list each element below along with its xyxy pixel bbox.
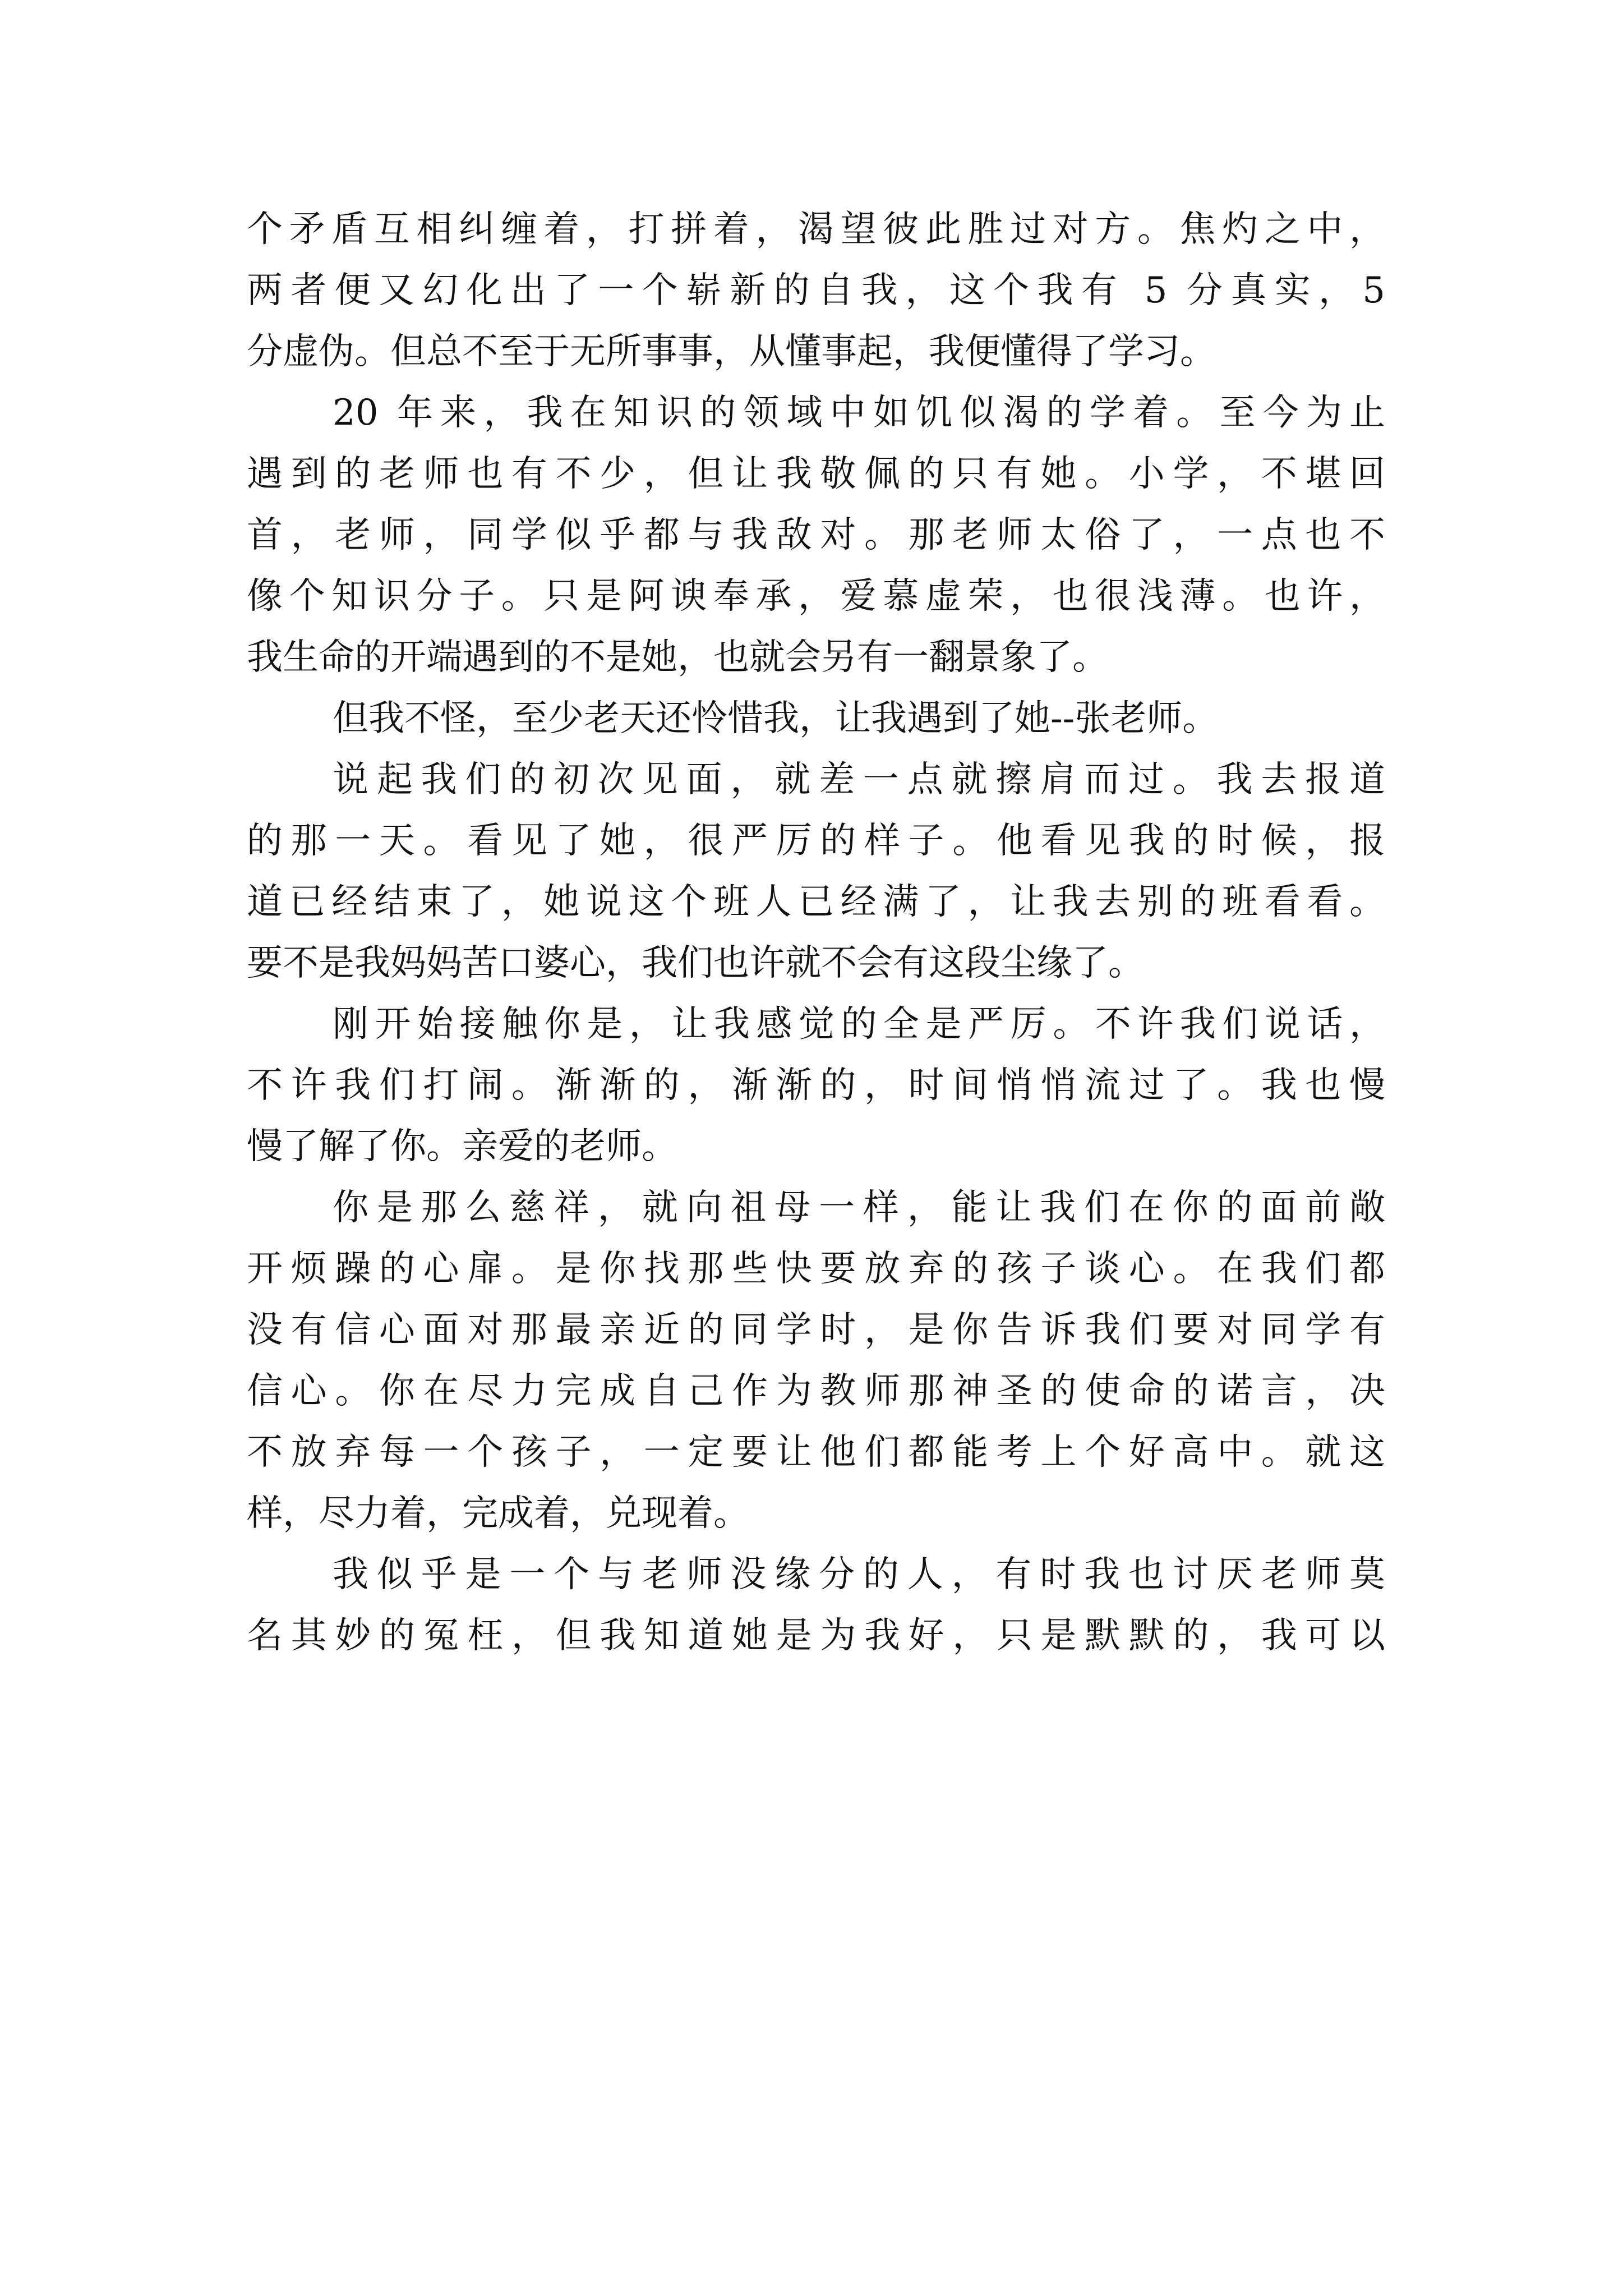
paragraph-first-line: 说起我们的初次见面，就差一点就擦肩而过。我去报道 [333, 759, 1385, 800]
paragraph-first-line: 20 年来，我在知识的领域中如饥似渴的学着。至今为止 [333, 392, 1385, 434]
paragraph-first-line: 刚开始接触你是，让我感觉的全是严厉。不许我们说话， [333, 1004, 1385, 1045]
text-line: 不放弃每一个孩子，一定要让他们都能考上个好高中。就这 [247, 1432, 1385, 1473]
text-line: 分虚伪。但总不至于无所事事，从懂事起，我便懂得了学习。 [247, 331, 1216, 372]
text-line: 首，老师，同学似乎都与我敌对。那老师太俗了，一点也不 [247, 514, 1385, 556]
text-line: 不许我们打闹。渐渐的，渐渐的，时间悄悄流过了。我也慢 [247, 1065, 1385, 1106]
text-line: 像个知识分子。只是阿谀奉承，爱慕虚荣，也很浅薄。也许， [247, 576, 1385, 617]
text-line: 个矛盾互相纠缠着，打拼着，渴望彼此胜过对方。焦灼之中， [247, 209, 1385, 250]
paragraph-first-line: 但我不怪，至少老天还怜惜我，让我遇到了她--张老师。 [333, 698, 1219, 739]
text-line: 信心。你在尽力完成自己作为教师那神圣的使命的诺言，决 [247, 1370, 1385, 1412]
text-line: 样，尽力着，完成着，兑现着。 [247, 1493, 749, 1534]
text-line: 我生命的开端遇到的不是她，也就会另有一翻景象了。 [247, 637, 1108, 678]
paragraph-first-line: 我似乎是一个与老师没缘分的人，有时我也讨厌老师莫 [333, 1554, 1385, 1595]
paragraph-first-line: 你是那么慈祥，就向祖母一样，能让我们在你的面前敞 [333, 1187, 1385, 1228]
text-line: 没有信心面对那最亲近的同学时，是你告诉我们要对同学有 [247, 1309, 1385, 1351]
text-line: 道已经结束了，她说这个班人已经满了，让我去别的班看看。 [247, 881, 1385, 923]
text-line: 的那一天。看见了她，很严厉的样子。他看见我的时候，报 [247, 820, 1385, 862]
essay-text [247, 199, 1385, 1667]
text-line: 两者便又幻化出了一个崭新的自我，这个我有 5 分真实，5 [247, 270, 1385, 311]
text-line: 开烦躁的心扉。是你找那些快要放弃的孩子谈心。在我们都 [247, 1248, 1385, 1290]
text-line: 慢了解了你。亲爱的老师。 [247, 1126, 677, 1167]
text-line: 要不是我妈妈苦口婆心，我们也许就不会有这段尘缘了。 [247, 942, 1144, 984]
text-line: 遇到的老师也有不少，但让我敬佩的只有她。小学，不堪回 [247, 453, 1385, 495]
text-line: 名其妙的冤枉，但我知道她是为我好，只是默默的，我可以 [247, 1615, 1385, 1657]
